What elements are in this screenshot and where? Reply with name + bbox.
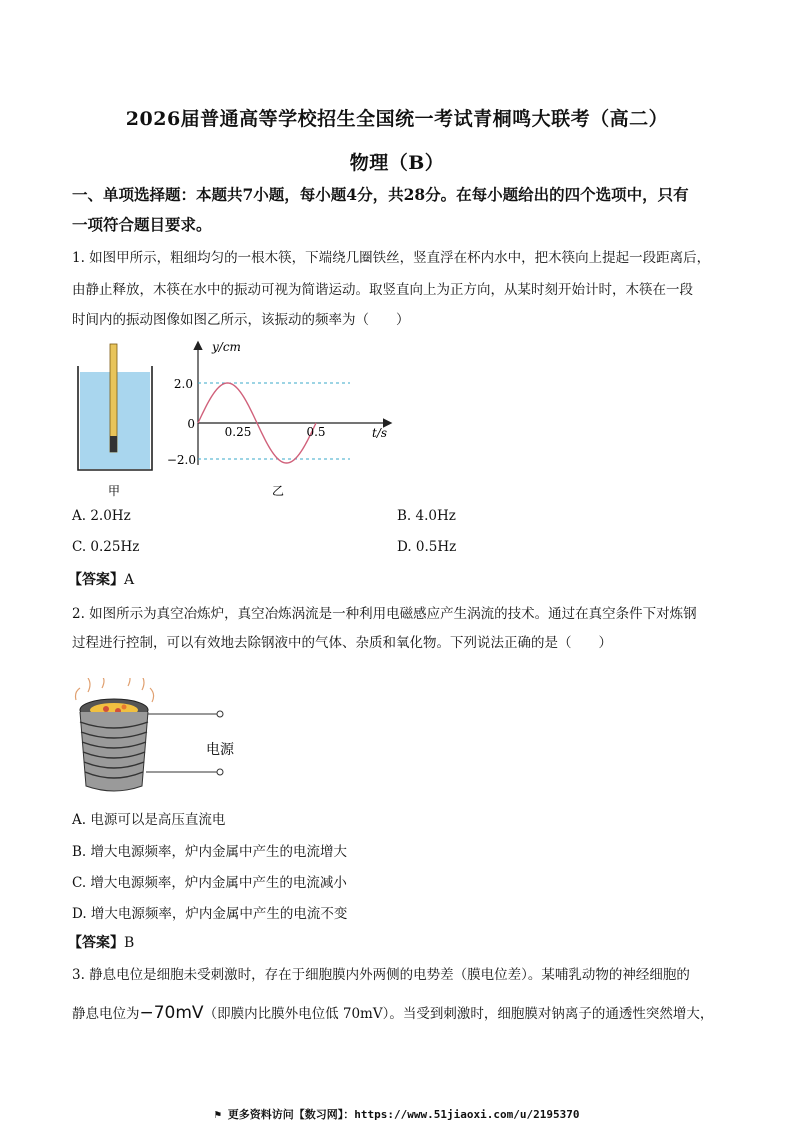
section-heading-line2: 一项符合题目要求。 [72, 215, 212, 234]
terminal-top [217, 711, 223, 717]
q1-option-b[interactable]: B. 4.0Hz [397, 508, 456, 524]
y-tick-bottom: −2.0 [166, 453, 196, 467]
chopstick [110, 344, 117, 452]
q2-answer-tag: 【答案】 [68, 935, 124, 951]
q3-line2-pre: 静息电位为 [72, 1006, 140, 1022]
footer-text: 更多资料访问【数习网】：https://www.51jiaoxi.com/u/2195370 [227, 1108, 580, 1121]
flag-icon: ⚑ [214, 1108, 222, 1121]
vibration-graph [160, 337, 400, 503]
x-tick-05: 0.5 [306, 425, 326, 439]
q2-line2: 过程进行控制，可以有效地去除钢液中的气体、杂质和氧化物。下列说法正确的是（ ） [72, 635, 612, 651]
y-tick-zero: 0 [187, 417, 195, 431]
q3-line2 [72, 998, 724, 1029]
power-source-label: 电源 [206, 742, 234, 758]
q2-answer [68, 932, 134, 952]
y-axis-label: y/cm [212, 340, 241, 354]
q2-option-d[interactable]: D. 增大电源频率，炉内金属中产生的电流不变 [72, 906, 348, 922]
q1-line3: 时间内的振动图像如图乙所示，该振动的频率为（ ） [72, 312, 410, 328]
iron-wire [110, 436, 117, 452]
q1-answer-value: A [124, 572, 135, 588]
terminal-bottom [217, 769, 223, 775]
q1-answer-tag: 【答案】 [68, 572, 124, 588]
exam-subtitle: 物理（B） [349, 152, 445, 174]
q1-option-c[interactable]: C. 0.25Hz [72, 539, 140, 555]
q3-line1: 3. 静息电位是细胞未受刺激时，存在于细胞膜内外两侧的电势差（膜电位差）。某哺乳动物的神经细胞的 [72, 967, 690, 983]
q1-option-d[interactable]: D. 0.5Hz [397, 539, 457, 555]
exam-title: 2026届普通高等学校招生全国统一考试青桐鸣大联考（高二） [125, 108, 669, 130]
q2-option-c[interactable]: C. 增大电源频率，炉内金属中产生的电流减小 [72, 875, 347, 891]
q1-answer [68, 569, 134, 589]
q1-line1: 1. 如图甲所示，粗细均匀的一根木筷，下端绕几圈铁丝，竖直浮在杯内水中，把木筷向上提起一段距离后， [72, 250, 711, 266]
x-tick-025: 0.25 [224, 425, 252, 439]
q2-option-a[interactable]: A. 电源可以是高压直流电 [72, 812, 226, 828]
heat-waves [76, 678, 154, 702]
q1-line2: 由静止释放，木筷在水中的振动可视为简谐运动。取竖直向上为正方向，从某时刻开始计时，木筷在一段 [72, 282, 693, 298]
q2-line1: 2. 如图所示为真空冶炼炉，真空冶炼涡流是一种利用电磁感应产生涡流的技术。通过在真空条件下对炼钢 [72, 606, 697, 622]
footer-link[interactable] [0, 1106, 794, 1122]
x-axis-label: t/s [372, 426, 388, 440]
section-heading-line1: 一、单项选择题：本题共7小题，每小题4分，共28分。在每小题给出的四个选项中，只有 [72, 185, 689, 204]
q3-line2-post: （即膜内比膜外电位低 70mV）。当受到刺激时，细胞膜对钠离子的通透性突然增大， [203, 1006, 714, 1022]
furnace-figure [68, 678, 258, 806]
q2-answer-value: B [124, 935, 135, 951]
figure-b-label: 乙 [271, 484, 285, 498]
q3-voltage-value: −70mV [139, 1003, 204, 1023]
q1-option-a[interactable]: A. 2.0Hz [72, 508, 131, 524]
beaker-figure [70, 340, 160, 500]
y-tick-top: 2.0 [173, 377, 193, 391]
q2-option-b[interactable]: B. 增大电源频率，炉内金属中产生的电流增大 [72, 844, 348, 860]
furnace-body [80, 712, 148, 791]
figure-a-label: 甲 [107, 484, 121, 498]
